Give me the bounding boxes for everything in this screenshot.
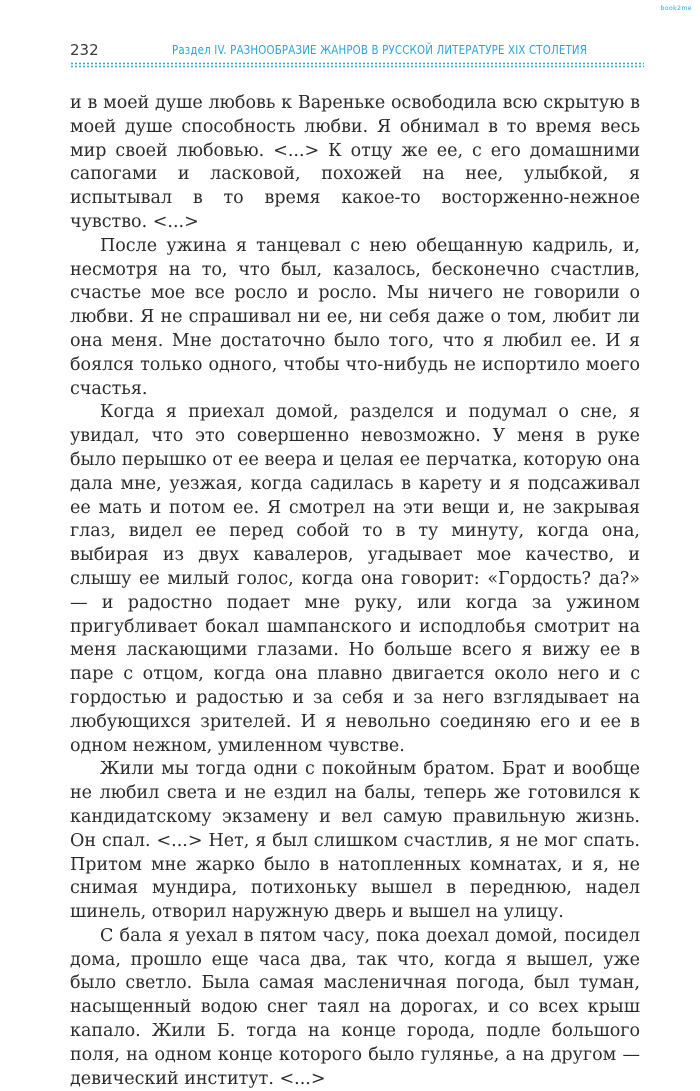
- header-divider: [70, 62, 644, 68]
- paragraph: После ужина я танцевал с нею обещанную кадриль, и, несмотря на то, что был, казалось, бесконечно счастлив, счастье мое все росло и росло. Мы ничего не говорили о любви. Я не спрашивал ни ее, ни себя даже о том, любит ли она меня. Мне достаточно было того, что я любил ее. И я боялся только одного, чтобы что-нибудь не испортило моего счастья.: [70, 235, 640, 399]
- paragraph: Жили мы тогда одни с покойным братом. Брат и вообще не любил света и не ездил на балы, теперь же готовился к кандидатскому экзамену и вел самую правильную жизнь. Он спал. <...> Нет, я был слишком счастлив, я не мог спать. Притом мне жарко было в натопленных комнатах, и я, не снимая мундира, потихоньку вышел в переднюю, надел шинель, отворил наружную дверь и вышел на улицу.: [70, 759, 640, 923]
- paragraph: и в моей душе любовь к Вареньке освободила всю скрытую в моей душе способность любви. Я обнимал в то время весь мир своей любовью. <...> К отцу же ее, с его домашними сапогами и ласковой, похожей на нее, улыбкой, я испытывал в то время какое-то восторженно-нежное чувство. <...>: [70, 93, 640, 232]
- paragraph: С бала я уехал в пятом часу, пока доехал домой, посидел дома, прошло еще часа два, так что, когда я вышел, уже было светло. Была самая масленичная погода, был туман, насыщенный водою снег таял на дорогах, и со всех крыш капало. Жили Б. тогда на конце города, подле большого поля, на одном конце которого было гулянье, а на другом — девический институт. <...>: [70, 925, 640, 1089]
- corner-watermark: book2me: [660, 5, 692, 12]
- page-number: 232: [70, 41, 99, 59]
- text-body: [70, 92, 640, 1091]
- section-title: Раздел IV. РАЗНООБРАЗИЕ ЖАНРОВ В РУССКОЙ ЛИТЕРАТУРЕ XIX СТОЛЕТИЯ: [172, 42, 588, 57]
- paragraph: Когда я приехал домой, разделся и подумал о сне, я увидал, что это совершенно невозможно. У меня в руке было перышко от ее веера и целая ее перчатка, которую она дала мне, уезжая, когда садилась в карету и я подсаживал ее мать и потом ее. Я смотрел на эти вещи и, не закрывая глаз, видел ее перед собой то в ту минуту, когда она, выбирая из двух кавалеров, угадывает мое качество, и слышу ее милый голос, когда она говорит: «Гордость? да?» — и радостно подает мне руку, или когда за ужином пригубливает бокал шампанского и исподлобья смотрит на меня ласкающими глазами. Но больше всего я вижу ее в паре с отцом, когда она плавно двигается около него и с гордостью и радостью и за себя и за него взглядывает на любующихся зрителей. И я невольно соединяю его и ее в одном нежном, умиленном чувстве.: [70, 402, 640, 756]
- page-header: [70, 38, 644, 72]
